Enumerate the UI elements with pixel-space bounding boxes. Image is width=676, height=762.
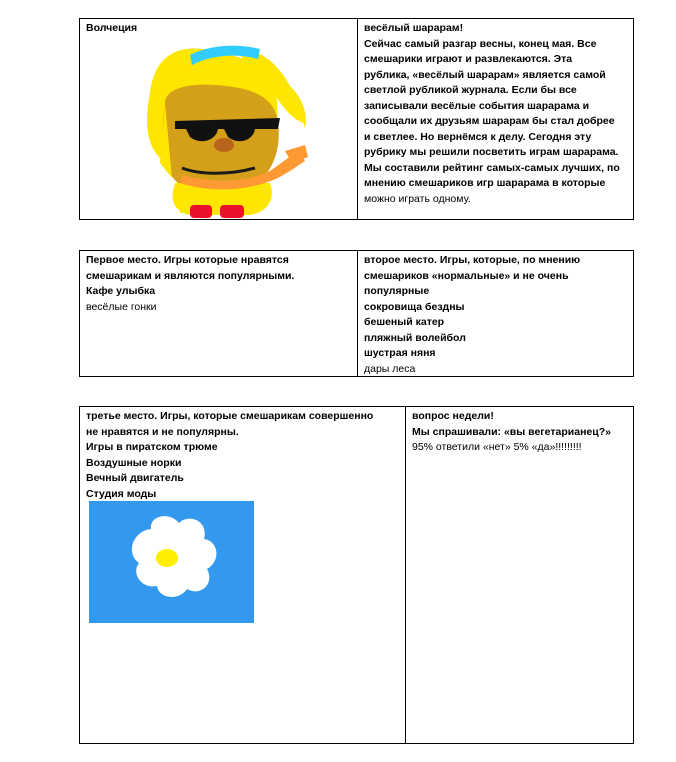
second-place-game-5: дары леса — [364, 362, 416, 375]
intro-line-6: записывали весёлые события шарарама и — [364, 99, 590, 112]
third-place-cell — [80, 407, 405, 743]
intro-line-11: мнению смешариков игр шарарама в которые — [364, 177, 606, 189]
intro-cell — [358, 19, 633, 219]
rubric-header-table — [79, 18, 634, 220]
white-flower-on-blue-drawing — [89, 501, 254, 623]
second-place-line-2: смешариков «нормальные» и не очень — [364, 269, 569, 282]
first-place-cell — [80, 251, 357, 376]
first-place-line-2: смешарикам и являются популярными. — [86, 269, 295, 282]
second-place-line-1: второе место. Игры, которые, по мнению — [364, 254, 581, 266]
second-place-game-3: пляжный волейбол — [364, 331, 466, 344]
intro-line-2: Сейчас самый разгар весны, конец мая. Все — [364, 37, 597, 50]
yellow-character-with-sunglasses-drawing — [120, 33, 310, 218]
first-place-line-1: Первое место. Игры которые нравятся — [86, 254, 289, 266]
question-cell — [406, 407, 633, 743]
second-place-game-1: сокровища бездны — [364, 300, 465, 313]
character-name: Волчеция — [86, 22, 138, 34]
question-title: вопрос недели! — [412, 410, 494, 422]
third-place-line-2: не нравятся и не популярны. — [86, 425, 239, 438]
third-place-question-table — [79, 406, 634, 744]
intro-line-7: сообщали их друзьям шарарам бы стал добрее — [364, 115, 615, 127]
second-place-game-2: бешеный катер — [364, 316, 445, 328]
question-answer: 95% ответили «нет» 5% «да»!!!!!!!!! — [412, 441, 582, 453]
intro-line-10: Мы составили рейтинг самых-самых лучших, по — [364, 161, 620, 174]
intro-line-1: весёлый шарарам! — [364, 22, 464, 34]
intro-line-4: рублика, «весёлый шарарам» является самой — [364, 68, 606, 81]
second-place-game-4: шустрая няня — [364, 347, 436, 359]
first-place-game-1: Кафе улыбка — [86, 285, 156, 297]
first-place-game-2: весёлые гонки — [86, 300, 157, 313]
intro-line-8: и светлее. Но вернёмся к делу. Сегодня эту — [364, 130, 592, 143]
third-place-line-1: третье место. Игры, которые смешарикам совершенно — [86, 410, 374, 422]
third-place-game-4: Студия моды — [86, 487, 157, 500]
character-cell — [80, 19, 357, 219]
intro-last-line: можно играть одному. — [364, 192, 471, 205]
question-text: Мы спрашивали: «вы вегетарианец?» — [412, 425, 611, 438]
first-second-place-table — [79, 250, 634, 377]
third-place-game-1: Игры в пиратском трюме — [86, 441, 218, 453]
second-place-line-3: популярные — [364, 285, 430, 297]
third-place-game-2: Воздушные норки — [86, 456, 182, 469]
intro-line-3: смешарики играют и развлекаются. Эта — [364, 53, 573, 65]
second-place-cell — [358, 251, 633, 376]
third-place-game-3: Вечный двигатель — [86, 472, 184, 484]
intro-line-9: рубрику мы решили посветить играм шарарама. — [364, 146, 619, 158]
intro-line-5: светлой рубликой журнала. Если бы все — [364, 84, 577, 96]
